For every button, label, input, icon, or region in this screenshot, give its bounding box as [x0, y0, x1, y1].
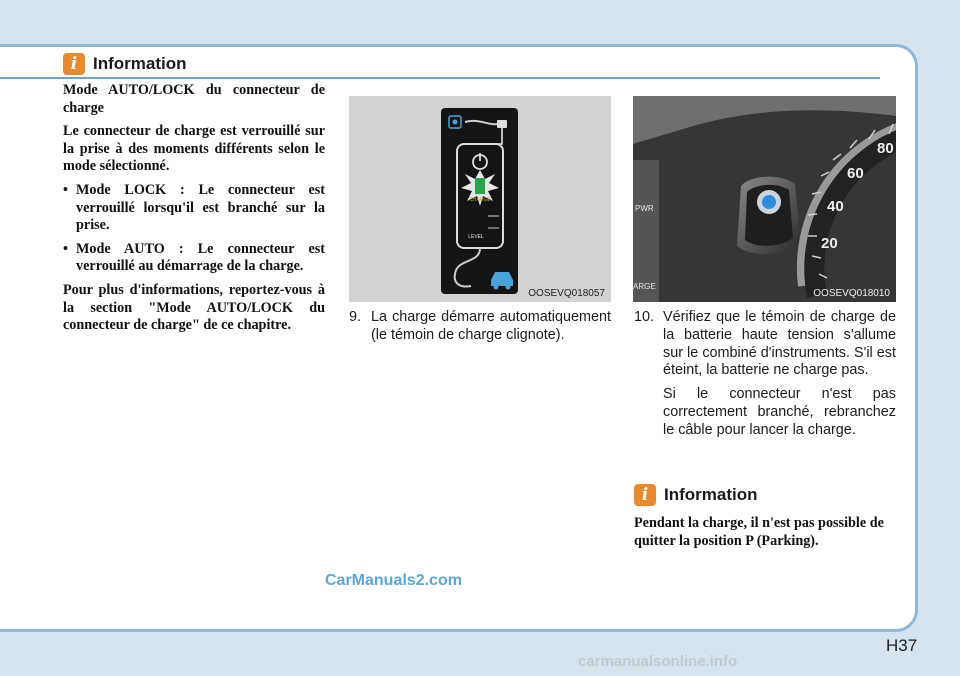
right-info-section [634, 484, 896, 550]
step-followup: Si le connecteur n'est pas correctement branché, rebranchez le câble pour lancer la charge. [663, 386, 896, 438]
step-9 [349, 309, 611, 345]
info-header [634, 484, 896, 506]
level-label: LEVEL [468, 234, 484, 240]
side-label-charge: ARGE [633, 282, 656, 291]
bullet-dot: • [63, 181, 68, 198]
info-subtitle: Mode AUTO/LOCK du connecteur de charge [63, 82, 325, 116]
step-text: La charge démarre automatiquement (le témoin de charge clignote). [371, 309, 611, 343]
figure-code: OOSEVQ018010 [813, 288, 890, 299]
speed-label-60: 60 [847, 165, 864, 182]
step-number: 10. [634, 309, 655, 325]
info-title: Information [664, 485, 758, 504]
info-icon: i [63, 53, 85, 75]
step-number: 9. [349, 309, 362, 325]
left-info-section [63, 53, 325, 335]
info-header [63, 53, 325, 75]
bullet-lock-mode: • Mode LOCK : Le connecteur est verrouillé lorsqu'il est branché sur la prise. [63, 181, 325, 234]
figure-charging-indicator [349, 96, 611, 302]
figure-code: OOSEVQ018057 [528, 288, 605, 299]
bullet-auto-mode: • Mode AUTO : Le connecteur est verrouillé au démarrage de la charge. [63, 240, 325, 275]
info-paragraph: Le connecteur de charge est verrouillé sur la prise à des moments différents selon le mode sélectionné. [63, 123, 325, 175]
speed-label-20: 20 [821, 235, 838, 252]
charging-indicator-illustration [349, 96, 611, 302]
info-icon: i [634, 484, 656, 506]
step-10 [634, 309, 896, 440]
watermark: CarManuals2.com [325, 572, 462, 589]
bottom-watermark: carmanualsonline.info [578, 653, 738, 670]
instrument-cluster-illustration [633, 96, 896, 302]
bullet-dot: • [63, 240, 68, 257]
page-number: H37 [886, 636, 918, 655]
info-text: Pendant la charge, il n'est pas possible de quitter la position P (Parking). [634, 515, 884, 549]
speed-label-40: 40 [827, 198, 844, 215]
info-title: Information [93, 54, 187, 73]
figure-instrument-cluster [633, 96, 896, 302]
info-footer: Pour plus d'informations, reportez-vous à la section "Mode AUTO/LOCK du connecteur de charge" de ce chapitre. [63, 281, 325, 334]
step-text: Vérifiez que le témoin de charge de la batterie haute tension s'allume sur le combiné d'instruments. S'il est éteint, la batterie ne charge pas. [663, 309, 896, 379]
side-label-pwr: PWR [635, 204, 654, 213]
charge-label: CHARGE [469, 197, 491, 203]
speed-label-80: 80 [877, 140, 894, 157]
